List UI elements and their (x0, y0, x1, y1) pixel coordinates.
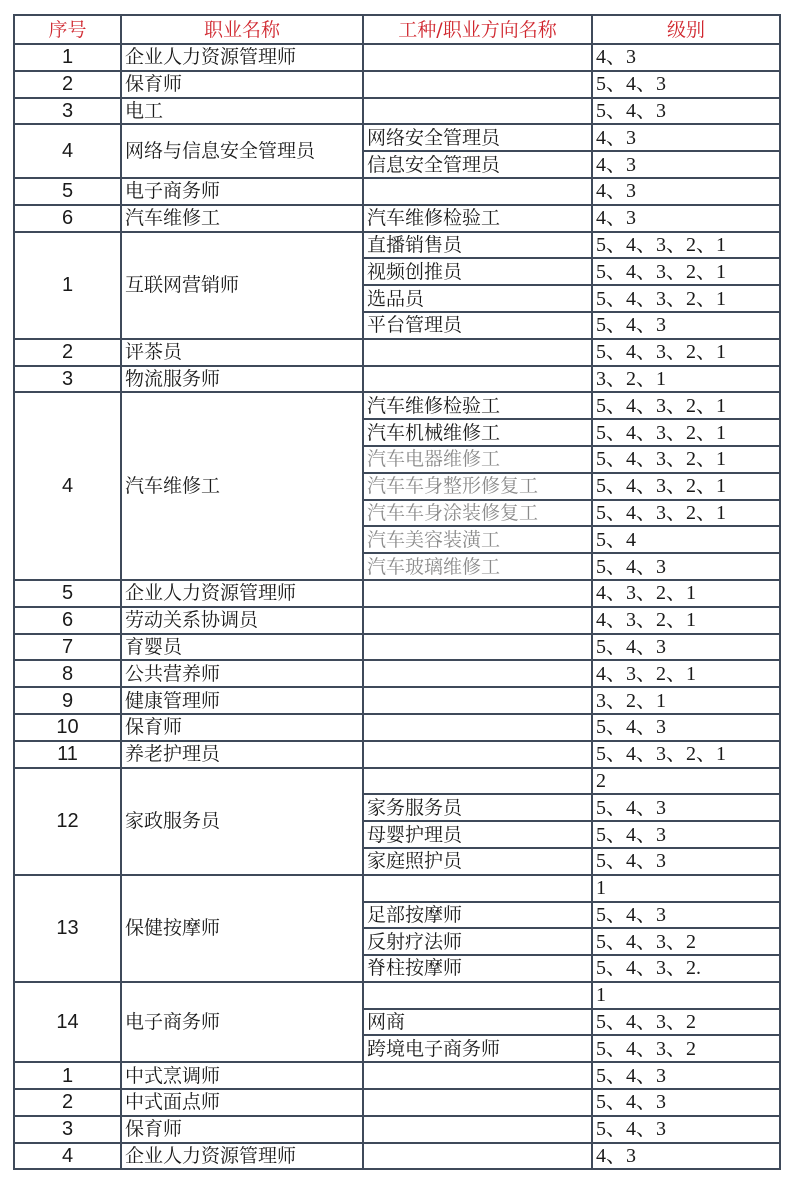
occupation-name: 中式烹调师 (121, 1062, 363, 1089)
direction-name: 选品员 (363, 285, 592, 312)
table-row (14, 44, 780, 71)
occupation-name: 企业人力资源管理师 (121, 44, 363, 71)
occupation-name: 汽车维修工 (121, 392, 363, 580)
direction-name: 母婴护理员 (363, 821, 592, 848)
occupation-name: 汽车维修工 (121, 205, 363, 232)
occupation-name: 电子商务师 (121, 982, 363, 1062)
level: 4、3、2、1 (592, 580, 780, 607)
occupation-name: 公共营养师 (121, 660, 363, 687)
level: 5、4、3、2. (592, 955, 780, 982)
occupation-name: 保育师 (121, 71, 363, 98)
row-number: 10 (14, 714, 121, 741)
direction-name (363, 634, 592, 661)
table-row (14, 982, 780, 1009)
level: 5、4、3 (592, 821, 780, 848)
occupation-name: 保健按摩师 (121, 875, 363, 982)
level: 5、4、3、2、1 (592, 473, 780, 500)
level: 5、4、3、2、1 (592, 446, 780, 473)
row-number: 5 (14, 178, 121, 205)
occupation-name: 物流服务师 (121, 366, 363, 393)
level: 5、4、3 (592, 902, 780, 929)
row-number: 4 (14, 392, 121, 580)
direction-name: 网络安全管理员 (363, 124, 592, 151)
direction-name (363, 44, 592, 71)
table-row (14, 741, 780, 768)
occupation-name: 家政服务员 (121, 768, 363, 875)
level: 5、4、3、2 (592, 928, 780, 955)
header-no: 序号 (14, 15, 121, 44)
level: 5、4、3、2、1 (592, 419, 780, 446)
table-row (14, 687, 780, 714)
level: 4、3 (592, 124, 780, 151)
level: 5、4 (592, 526, 780, 553)
direction-name: 足部按摩师 (363, 902, 592, 929)
occupation-name: 企业人力资源管理师 (121, 580, 363, 607)
direction-name: 信息安全管理员 (363, 151, 592, 178)
occupation-name: 养老护理员 (121, 741, 363, 768)
occupation-name: 互联网营销师 (121, 232, 363, 339)
direction-name: 反射疗法师 (363, 928, 592, 955)
level: 5、4、3 (592, 848, 780, 875)
row-number: 2 (14, 71, 121, 98)
occupation-name: 企业人力资源管理师 (121, 1143, 363, 1170)
direction-name (363, 339, 592, 366)
occupation-name: 中式面点师 (121, 1089, 363, 1116)
level: 2 (592, 768, 780, 795)
direction-name (363, 178, 592, 205)
direction-name (363, 1062, 592, 1089)
occupation-name: 健康管理师 (121, 687, 363, 714)
level: 5、4、3 (592, 1062, 780, 1089)
occupation-table (13, 14, 781, 1170)
occupation-name: 保育师 (121, 714, 363, 741)
level: 3、2、1 (592, 366, 780, 393)
row-number: 6 (14, 205, 121, 232)
occupation-name: 劳动关系协调员 (121, 607, 363, 634)
level: 5、4、3 (592, 714, 780, 741)
row-number: 5 (14, 580, 121, 607)
level: 5、4、3、2、1 (592, 392, 780, 419)
occupation-name: 电子商务师 (121, 178, 363, 205)
occupation-name: 电工 (121, 98, 363, 125)
table-row (14, 607, 780, 634)
direction-name: 汽车车身整形修复工 (363, 473, 592, 500)
level: 5、4、3 (592, 634, 780, 661)
row-number: 3 (14, 366, 121, 393)
level: 5、4、3、2 (592, 1035, 780, 1062)
table-row (14, 232, 780, 259)
table-row (14, 660, 780, 687)
level: 5、4、3 (592, 98, 780, 125)
row-number: 8 (14, 660, 121, 687)
direction-name (363, 607, 592, 634)
table-row (14, 714, 780, 741)
table-body (14, 44, 780, 1169)
level: 5、4、3 (592, 71, 780, 98)
level: 5、4、3 (592, 1089, 780, 1116)
level: 4、3、2、1 (592, 607, 780, 634)
row-number: 1 (14, 44, 121, 71)
level: 3、2、1 (592, 687, 780, 714)
direction-name (363, 875, 592, 902)
level: 4、3 (592, 205, 780, 232)
direction-name: 直播销售员 (363, 232, 592, 259)
direction-name: 视频创推员 (363, 258, 592, 285)
occupation-name: 保育师 (121, 1116, 363, 1143)
row-number: 4 (14, 1143, 121, 1170)
direction-name: 家务服务员 (363, 794, 592, 821)
row-number: 2 (14, 339, 121, 366)
row-number: 7 (14, 634, 121, 661)
level: 5、4、3 (592, 553, 780, 580)
table-row (14, 1143, 780, 1170)
direction-name (363, 741, 592, 768)
direction-name (363, 1116, 592, 1143)
direction-name: 汽车维修检验工 (363, 392, 592, 419)
row-number: 2 (14, 1089, 121, 1116)
direction-name: 汽车车身涂装修复工 (363, 500, 592, 527)
level: 5、4、3、2、1 (592, 285, 780, 312)
header-level: 级别 (592, 15, 780, 44)
level: 5、4、3、2、1 (592, 339, 780, 366)
direction-name: 家庭照护员 (363, 848, 592, 875)
row-number: 1 (14, 1062, 121, 1089)
level: 5、4、3、2、1 (592, 258, 780, 285)
row-number: 1 (14, 232, 121, 339)
level: 1 (592, 982, 780, 1009)
table-row (14, 178, 780, 205)
direction-name: 脊柱按摩师 (363, 955, 592, 982)
table-row (14, 1089, 780, 1116)
direction-name (363, 580, 592, 607)
table-row (14, 768, 780, 795)
direction-name (363, 982, 592, 1009)
header-direction-name: 工种/职业方向名称 (363, 15, 592, 44)
table-row (14, 205, 780, 232)
level: 5、4、3 (592, 794, 780, 821)
table-row (14, 339, 780, 366)
direction-name (363, 366, 592, 393)
level: 5、4、3 (592, 312, 780, 339)
header-occupation-name: 职业名称 (121, 15, 363, 44)
direction-name: 汽车美容装潢工 (363, 526, 592, 553)
row-number: 6 (14, 607, 121, 634)
level: 4、3、2、1 (592, 660, 780, 687)
row-number: 3 (14, 98, 121, 125)
direction-name (363, 768, 592, 795)
occupation-name: 育婴员 (121, 634, 363, 661)
row-number: 12 (14, 768, 121, 875)
level: 5、4、3、2、1 (592, 500, 780, 527)
level: 5、4、3、2、1 (592, 232, 780, 259)
direction-name (363, 687, 592, 714)
row-number: 3 (14, 1116, 121, 1143)
level: 4、3 (592, 151, 780, 178)
level: 5、4、3、2、1 (592, 741, 780, 768)
direction-name: 汽车维修检验工 (363, 205, 592, 232)
level: 4、3 (592, 1143, 780, 1170)
row-number: 13 (14, 875, 121, 982)
table-row (14, 634, 780, 661)
direction-name: 平台管理员 (363, 312, 592, 339)
direction-name: 汽车电器维修工 (363, 446, 592, 473)
direction-name: 网商 (363, 1009, 592, 1036)
table-header-row (14, 15, 780, 44)
table-row (14, 71, 780, 98)
table-row (14, 875, 780, 902)
level: 5、4、3 (592, 1116, 780, 1143)
table-row (14, 580, 780, 607)
direction-name (363, 71, 592, 98)
row-number: 4 (14, 124, 121, 178)
table-row (14, 1062, 780, 1089)
occupation-name: 评茶员 (121, 339, 363, 366)
table-row (14, 392, 780, 419)
direction-name (363, 1089, 592, 1116)
direction-name: 跨境电子商务师 (363, 1035, 592, 1062)
level: 1 (592, 875, 780, 902)
level: 5、4、3、2 (592, 1009, 780, 1036)
occupation-name: 网络与信息安全管理员 (121, 124, 363, 178)
table-row (14, 124, 780, 151)
direction-name: 汽车机械维修工 (363, 419, 592, 446)
row-number: 14 (14, 982, 121, 1062)
direction-name: 汽车玻璃维修工 (363, 553, 592, 580)
row-number: 9 (14, 687, 121, 714)
row-number: 11 (14, 741, 121, 768)
table-row (14, 366, 780, 393)
direction-name (363, 714, 592, 741)
direction-name (363, 660, 592, 687)
direction-name (363, 98, 592, 125)
direction-name (363, 1143, 592, 1170)
level: 4、3 (592, 178, 780, 205)
table-row (14, 1116, 780, 1143)
level: 4、3 (592, 44, 780, 71)
table-row (14, 98, 780, 125)
